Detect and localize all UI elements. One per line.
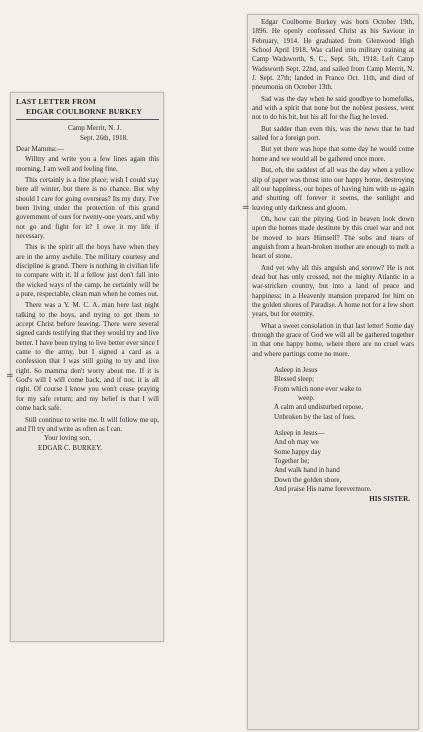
letter-paragraph: There was a Y. M. C. A. man here last night talking to the boys, and trying to get them to accept Christ before leaving. There were several signed cards testifying that they would try and live better. I have been trying to live better ever since I came to the army, but I signed a card as a confession that I was still going to try and live right. So mamma don't worry about me. If it is God's will I will come back, and if not, it is all right. Of course I know you won't cease praying for my safe return; and my belief is that I will come back safe. [16, 301, 159, 413]
obituary-paragraph: But yet there was hope that some day he would come home and we would all be gathered once more. [252, 145, 414, 163]
poem-line: Asleep in Jesus [274, 366, 318, 375]
obituary-paragraph: But, oh, the saddest of all was the day when a yellow slip of paper was thrust into our happy home, destroying all our happiness, our hopes of having him with us again and shutting off forever it seems, the sunlight and leaving only darkness and gloom. [252, 166, 414, 212]
signature: EDGAR C. BURKEY. [38, 443, 103, 452]
obituary-paragraph: And yet why all this anguish and sorrow? He is not dead but has only crossed, not the mighty Atlantic in a war-stricken country, but into a land of peace and happiness; in a Heavenly mansion prepared for him on the golden shores of Paradise. A home not for a few short years, but for eternity. [252, 263, 414, 319]
letter-paragraph: This is the spirit all the boys have when they are in the army awhile. The military courtesy and discipline is grand. There is nothing in civilian life to compare with it. If a fellow just don't fall into the wicked ways of the camp, he certainly will be a pure, respectable, clean man when he comes out. [16, 243, 159, 299]
poem-line: And praise His name forevermore. [274, 485, 372, 494]
poem-line: Asleep in Jesus— [274, 429, 325, 438]
left-clipping [10, 92, 164, 642]
letter-paragraph: This certainly is a fine place; wish I could stay here all winter, but there is no chance. But why should I care for going overseas? Its my duty. I've been living under the protection of this grand government of ours for twenty-one years, and why not go and fight for it? I owe it my life if necessary. [16, 175, 159, 240]
headline-rule [16, 119, 159, 120]
poem-line: Together be; [274, 457, 310, 466]
obituary-paragraph: What a sweet consolation in that last letter! Some day through the grace of God we will all be gathered together in that one happy home, where there are no cruel wars and where partings come no more. [252, 321, 414, 358]
pin-mark-right: = [242, 203, 250, 213]
pin-mark-left: = [6, 371, 14, 381]
poem-line: Unbroken by the last of foes. [274, 412, 356, 421]
poem-line: A calm and undisturbed repose, [274, 403, 364, 412]
poem-line: Blessed sleep; [274, 375, 315, 384]
headline-line-2: EDGAR COULBORNE BURKEY [26, 106, 142, 116]
right-clipping [247, 14, 419, 730]
poem-stanza-2 [252, 429, 414, 494]
headline-line-1: LAST LETTER FROM [16, 97, 96, 106]
poem-line: And walk hand in hand [274, 466, 340, 475]
poem-line: From which none ever wake to [274, 384, 362, 393]
obituary-paragraph: Sad was the day when he said goodbye to homefolks, and with a spirit that none but the noblest possess, went not to do his bit, but his all for the flag he loved. [252, 94, 414, 122]
poem-line: Down the golden shore, [274, 475, 342, 484]
obituary-paragraph: But sadder than even this, was the news that he had sailed for a foreign port. [252, 124, 414, 143]
poem-line: weep. [298, 394, 315, 403]
poem-line: And oh may we [274, 438, 319, 447]
obituary-paragraph: Edgar Coulborne Burkey was born October 19th, 1896. He openly confessed Christ as his Saviour in February, 1914. He graduated from Glenwood High School April 1918. Was called into military training at Camp Wadsworth, S. C., Sept. 5th, 1918. Left Camp Wadsworth Sept. 22nd, and sailed from Camp Merrit, N. J. Sept. 27th; landed in France Oct. 11th, and died of pneumonia on October 13th. [252, 18, 414, 92]
closing-line: Your loving son, [44, 434, 91, 443]
poem-stanza-1 [252, 366, 414, 422]
dateline-place: Camp Merrit, N. J. [68, 124, 122, 133]
signature-his-sister: HIS SISTER. [369, 494, 410, 503]
obituary-paragraph: Oh, how can the pitying God in heaven look down upon the homes made destitute by this cruel war and not be moved to tears Himself? The sobs and tears of anguish from a heart-broken mother are enough to melt a heart of stone. [252, 214, 414, 261]
obituary-column [248, 15, 418, 729]
letter-paragraph: Willtry and write you a few lines again this morning. I am well and feeling fine. [16, 155, 159, 173]
greeting: Dear Mamma:— [16, 144, 64, 153]
letter-column [11, 93, 163, 641]
dateline-date: Sept. 26th, 1918. [80, 133, 128, 142]
letter-paragraph: Still continue to write me. It will follow me up, and I'll try and write as often as I can. [16, 415, 159, 433]
poem-line: Some happy day [274, 447, 321, 456]
